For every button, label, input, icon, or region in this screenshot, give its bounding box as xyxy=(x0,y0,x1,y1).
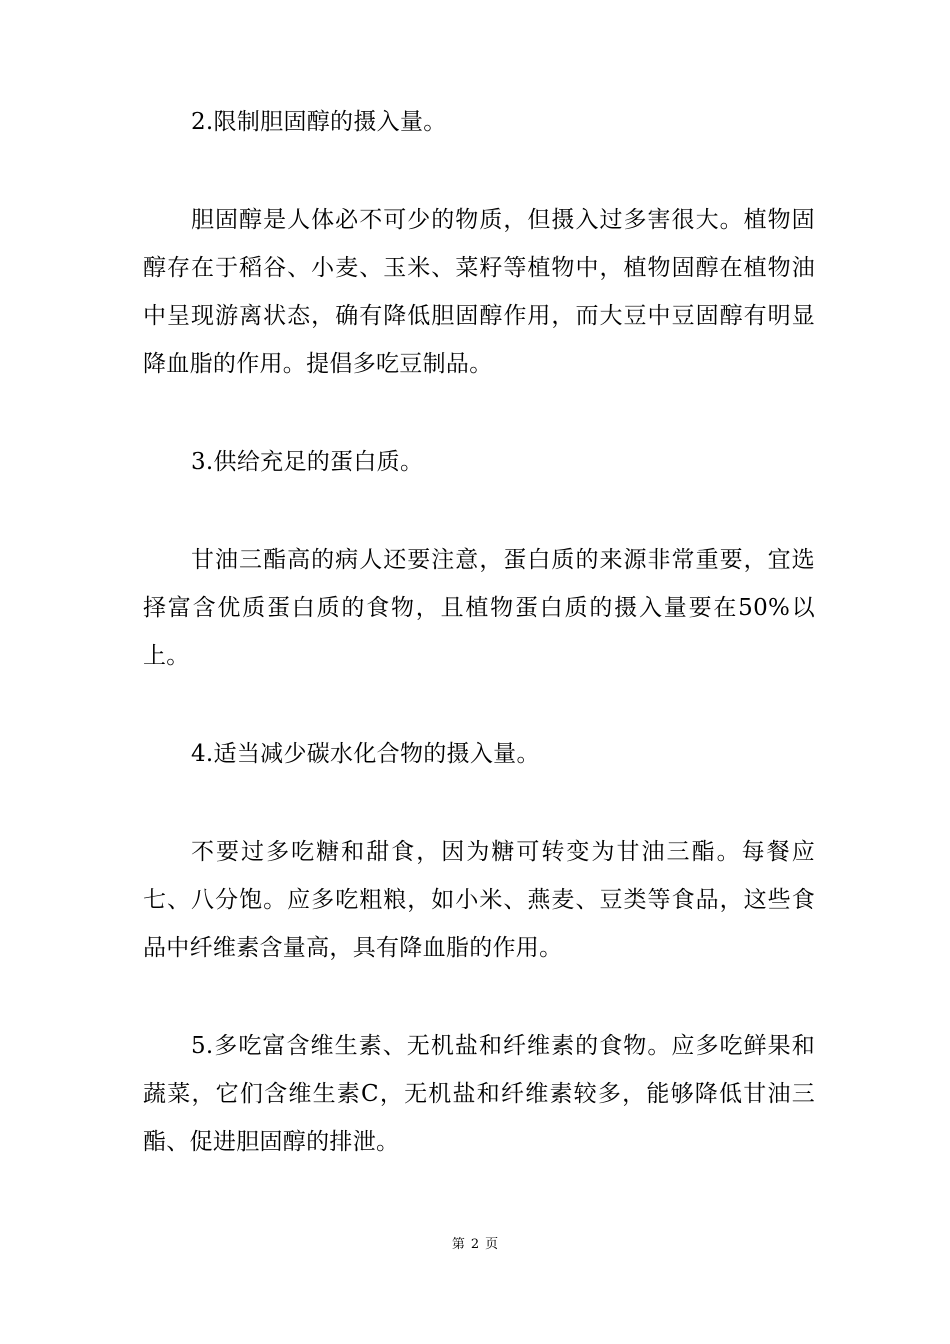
paragraph-carbohydrates: 不要过多吃糖和甜食，因为糖可转变为甘油三酯。每餐应七、八分饱。应多吃粗粮，如小米、燕麦、豆类等食品，这些食品中纤维素含量高，具有降血脂的作用。 xyxy=(143,839,815,961)
section-heading-3: 3.供给充足的蛋白质。 xyxy=(191,449,424,475)
document-body xyxy=(143,98,815,1216)
page-footer xyxy=(0,1236,950,1254)
section-heading-4: 4.适当减少碳水化合物的摄入量。 xyxy=(191,741,540,767)
paragraph-vitamins: 5.多吃富含维生素、无机盐和纤维素的食物。应多吃鲜果和蔬菜，它们含维生素C，无机盐和纤维素较多，能够降低甘油三酯、促进胆固醇的排泄。 xyxy=(143,1033,815,1155)
page-number: 2 xyxy=(470,1237,480,1252)
section-heading-2: 2.限制胆固醇的摄入量。 xyxy=(191,109,447,135)
footer-suffix: 页 xyxy=(485,1237,499,1252)
footer-prefix: 第 xyxy=(451,1237,465,1252)
paragraph-protein: 甘油三酯高的病人还要注意，蛋白质的来源非常重要，宜选择富含优质蛋白质的食物，且植物蛋白质的摄入量要在50%以上。 xyxy=(143,547,815,669)
paragraph-cholesterol: 胆固醇是人体必不可少的物质，但摄入过多害很大。植物固醇存在于稻谷、小麦、玉米、菜籽等植物中，植物固醇在植物油中呈现游离状态，确有降低胆固醇作用，而大豆中豆固醇有明显降血脂的作用。提倡多吃豆制品。 xyxy=(143,207,815,377)
